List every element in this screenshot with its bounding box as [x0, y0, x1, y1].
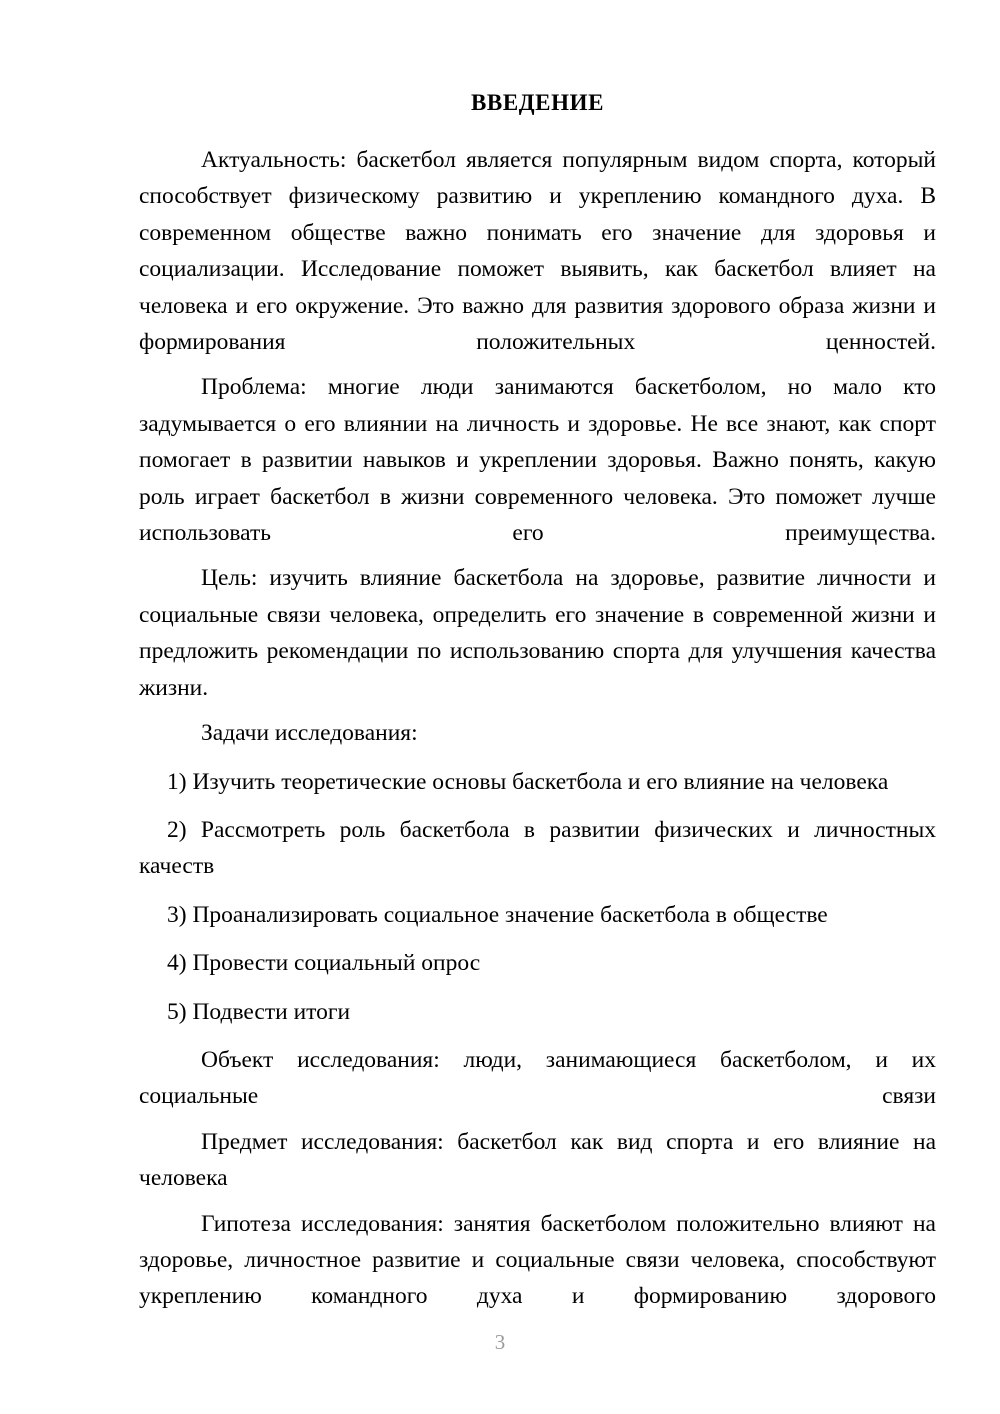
list-spacer: [139, 754, 936, 764]
list-spacer: [139, 1032, 936, 1042]
paragraph-goal: Цель: изучить влияние баскетбола на здоровье, развитие личности и социальные связи человека, определить его значение в современной жизни и предложить рекомендации по использованию спорта для улучшения качества жизни.: [139, 565, 936, 701]
paragraph-spacer: [139, 553, 936, 560]
page-number: 3: [494, 1330, 506, 1354]
list-spacer: [139, 935, 936, 945]
list-spacer: [139, 887, 936, 897]
paragraph-hypothesis: Гипотеза исследования: занятия баскетболом положительно влияют на здоровье, личностное развитие и социальные связи человека, способствуют укреплению командного духа и формированию здорового: [139, 1210, 936, 1310]
list-item: 4) Провести социальный опрос: [167, 950, 481, 977]
list-item: 2) Рассмотреть роль баскетбола в развитии физических и личностных качеств: [139, 816, 936, 880]
paragraph-object: Объект исследования: люди, занимающиеся баскетболом, и их социальные связи: [139, 1046, 936, 1110]
list-spacer: [139, 984, 936, 994]
paragraph-spacer: [139, 362, 936, 369]
page-content: [139, 86, 936, 1317]
paragraph-spacer: [139, 708, 936, 715]
paragraph-spacer: [139, 1199, 936, 1206]
list-item: 1) Изучить теоретические основы баскетбола и его влияние на человека: [167, 768, 889, 795]
list-item: 3) Проанализировать социальное значение баскетбола в обществе: [167, 901, 828, 928]
paragraph-relevance: Актуальность: баскетбол является популярным видом спорта, который способствует физическому развитию и укреплению командного духа. В современном обществе важно понимать его значение для здоровья и социализации. Исследование поможет выявить, как баскетбол влияет на человека и его окружение. Это важно для развития здорового образа жизни и формирования положительных ценностей.: [139, 147, 936, 356]
paragraph-spacer: [139, 1117, 936, 1124]
page-title: ВВЕДЕНИЕ: [470, 90, 605, 115]
list-item: 5) Подвести итоги: [167, 998, 351, 1025]
tasks-heading: Задачи исследования:: [201, 720, 418, 747]
paragraph-problem: Проблема: многие люди занимаются баскетболом, но мало кто задумывается о его влиянии на личность и здоровье. Не все знают, как спорт помогает в развитии навыков и укреплении здоровья. Важно понять, какую роль играет баскетбол в жизни современного человека. Это поможет лучше использовать его преимущества.: [139, 374, 936, 547]
paragraph-subject: Предмет исследования: баскетбол как вид спорта и его влияние на человека: [139, 1128, 936, 1192]
list-spacer: [139, 802, 936, 812]
